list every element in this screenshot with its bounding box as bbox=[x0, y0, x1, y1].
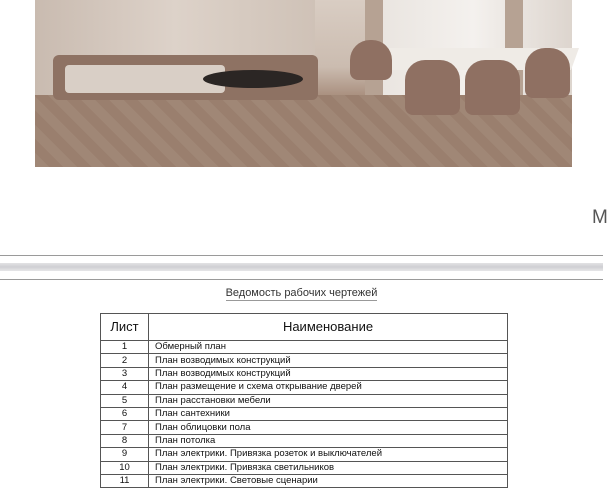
sofa-seat bbox=[65, 65, 225, 93]
table-row bbox=[101, 367, 508, 380]
sheet-number: 8 bbox=[101, 434, 149, 447]
cut-off-text: М bbox=[592, 207, 608, 228]
coffee-table bbox=[203, 70, 303, 88]
document-title bbox=[0, 287, 603, 299]
sheet-number: 4 bbox=[101, 381, 149, 394]
sheet-name: План расстановки мебели bbox=[149, 394, 508, 407]
sheet-name: План облицовки пола bbox=[149, 421, 508, 434]
table-header bbox=[101, 314, 508, 341]
sheet-number: 5 bbox=[101, 394, 149, 407]
sheet-number: 11 bbox=[101, 474, 149, 487]
sheet-name: План электрики. Световые сценарии bbox=[149, 474, 508, 487]
table-row bbox=[101, 381, 508, 394]
sheet-name: План сантехники bbox=[149, 407, 508, 420]
interior-render-image bbox=[35, 0, 572, 167]
table-row bbox=[101, 421, 508, 434]
sheet-name: План возводимых конструкций bbox=[149, 354, 508, 367]
table-row bbox=[101, 448, 508, 461]
table-row bbox=[101, 407, 508, 420]
sheet-number: 9 bbox=[101, 448, 149, 461]
sheet-number: 3 bbox=[101, 367, 149, 380]
sheet-number: 10 bbox=[101, 461, 149, 474]
table-row bbox=[101, 434, 508, 447]
sheet-name: Обмерный план bbox=[149, 341, 508, 354]
sheet-name: План возводимых конструкций bbox=[149, 367, 508, 380]
sheet-name: План размещение и схема открывание дверей bbox=[149, 381, 508, 394]
chair bbox=[350, 40, 392, 80]
table-row bbox=[101, 394, 508, 407]
divider bbox=[0, 279, 603, 280]
table-row bbox=[101, 461, 508, 474]
sheet-number: 7 bbox=[101, 421, 149, 434]
chair bbox=[465, 60, 520, 115]
sheet-name: План потолка bbox=[149, 434, 508, 447]
sheet-number: 6 bbox=[101, 407, 149, 420]
page-separator bbox=[0, 263, 603, 271]
drawings-table bbox=[100, 313, 508, 488]
sheet-name: План электрики. Привязка розеток и выключателей bbox=[149, 448, 508, 461]
document-title-text: Ведомость рабочих чертежей bbox=[225, 287, 378, 299]
sheet-number: 1 bbox=[101, 341, 149, 354]
column-header-name: Наименование bbox=[149, 314, 508, 341]
divider bbox=[0, 255, 603, 256]
chair bbox=[525, 48, 570, 98]
column-header-sheet: Лист bbox=[101, 314, 149, 341]
sheet-number: 2 bbox=[101, 354, 149, 367]
sheet-name: План электрики. Привязка светильников bbox=[149, 461, 508, 474]
chair bbox=[405, 60, 460, 115]
table-row bbox=[101, 474, 508, 487]
table-row bbox=[101, 354, 508, 367]
table-row bbox=[101, 341, 508, 354]
